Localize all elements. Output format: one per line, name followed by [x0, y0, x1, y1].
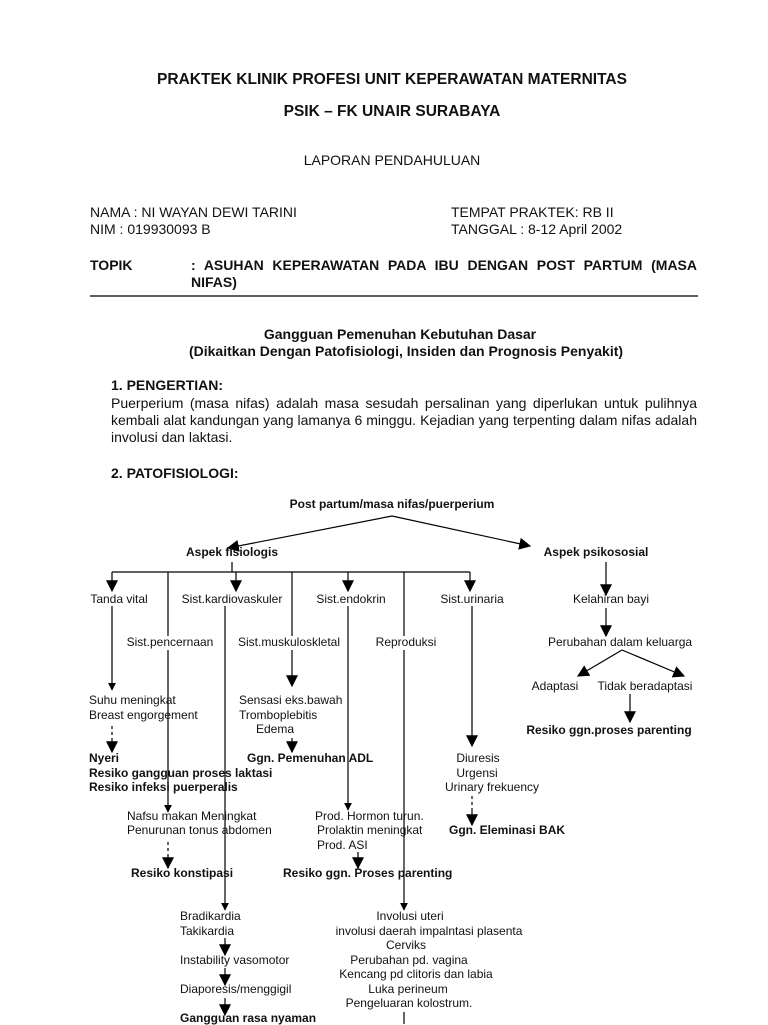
node-sist-pencernaan: Sist.pencernaan: [126, 635, 214, 649]
node-resiko-infeksi: Resiko infeksi puerperalis: [89, 780, 238, 794]
node-resiko-laktasi: Resiko gangguan proses laktasi: [89, 766, 273, 780]
node-diaporesis: Diaporesis/menggigil: [180, 982, 292, 996]
practice-date: TANGGAL : 8-12 April 2002: [451, 221, 623, 237]
title-line-1: PRAKTEK KLINIK PROFESI UNIT KEPERAWATAN MATERNITAS: [157, 71, 627, 88]
node-resiko-parenting-bottom: Resiko ggn. Proses parenting: [283, 866, 453, 880]
node-root: Post partum/masa nifas/puerperium: [289, 497, 495, 511]
practice-place: TEMPAT PRAKTEK: RB II: [451, 204, 614, 220]
node-sist-endokrin: Sist.endokrin: [316, 592, 386, 606]
node-luka-perineum: Luka perineum: [368, 982, 448, 996]
title-line-2: PSIK – FK UNAIR SURABAYA: [283, 103, 501, 120]
node-tromboplebitis: Tromboplebitis: [239, 708, 318, 722]
node-involusi-plasenta: involusi daerah impalntasi plasenta: [335, 924, 523, 938]
subtitle-line-2: (Dikaitkan Dengan Patofisiologi, Insiden dan Prognosis Penyakit): [188, 343, 624, 359]
node-gangguan-nyaman: Gangguan rasa nyaman: [180, 1011, 317, 1025]
node-breast-engorgement: Breast engorgement: [89, 708, 198, 722]
node-adaptasi: Adaptasi: [531, 679, 579, 693]
node-pengeluaran-kolostrum: Pengeluaran kolostrum.: [345, 996, 473, 1010]
node-diuresis: Diuresis: [456, 751, 500, 765]
subtitle-line-1: Gangguan Pemenuhan Kebutuhan Dasar: [263, 326, 537, 342]
report-type: LAPORAN PENDAHULUAN: [303, 152, 481, 168]
node-takikardia: Takikardia: [180, 924, 235, 938]
node-tidak-beradaptasi: Tidak beradaptasi: [597, 679, 693, 693]
section-2-heading: 2. PATOFISIOLOGI:: [111, 465, 239, 481]
node-instability: Instability vasomotor: [180, 953, 290, 967]
student-name: NAMA : NI WAYAN DEWI TARINI: [90, 204, 297, 220]
arrow-root-psikososial: [392, 516, 530, 546]
node-prod-hormon: Prod. Hormon turun.: [315, 809, 424, 823]
node-nafsu-makan: Nafsu makan Meningkat: [127, 809, 257, 823]
node-reproduksi: Reproduksi: [375, 635, 437, 649]
node-ggn-adl: Ggn. Pemenuhan ADL: [247, 751, 374, 765]
arrow-to-tidak-adaptasi: [622, 650, 684, 676]
node-resiko-konstipasi: Resiko konstipasi: [131, 866, 234, 880]
node-sist-kardiovaskuler: Sist.kardiovaskuler: [181, 592, 283, 606]
section-1-text: Puerperium (masa nifas) adalah masa sesudah persalinan yang diperlukan untuk pulihnya kembali alat kandungan yang lamanya 6 minggu. Kejadian yang terpenting dalam nifas adalah involusi dan laktasi.: [111, 395, 697, 445]
node-nyeri: Nyeri: [89, 751, 120, 765]
node-involusi-uteri: Involusi uteri: [376, 909, 444, 923]
node-perubahan-vagina: Perubahan pd. vagina: [350, 953, 468, 967]
student-nim: NIM : 019930093 B: [90, 221, 211, 237]
arrow-root-fisiologis: [228, 516, 392, 548]
node-cerviks: Cerviks: [385, 938, 427, 952]
node-ggn-eleminasi: Ggn. Eleminasi BAK: [449, 823, 566, 837]
node-bradikardia: Bradikardia: [180, 909, 241, 923]
node-perubahan-keluarga: Perubahan dalam keluarga: [547, 635, 693, 649]
topik-text: : ASUHAN KEPERAWATAN PADA IBU DENGAN POST PARTUM (MASA NIFAS): [191, 257, 697, 290]
node-suhu-meningkat: Suhu meningkat: [89, 693, 176, 707]
node-sensasi: Sensasi eks.bawah: [239, 693, 343, 707]
node-aspek-fisiologis: Aspek fisiologis: [185, 545, 279, 559]
node-penurunan-tonus: Penurunan tonus abdomen: [127, 823, 272, 837]
node-kelahiran-bayi: Kelahiran bayi: [572, 592, 650, 606]
arrow-to-adaptasi: [578, 650, 622, 676]
node-urgensi: Urgensi: [456, 766, 498, 780]
node-aspek-psikososial: Aspek psikososial: [543, 545, 649, 559]
node-urinary-frekuency: Urinary frekuency: [444, 780, 540, 794]
node-resiko-parenting-right: Resiko ggn.proses parenting: [526, 723, 692, 737]
node-sist-muskuloskletal: Sist.muskuloskletal: [237, 635, 341, 649]
node-prolaktin: Prolaktin meningkat: [317, 823, 423, 837]
section-1-heading: 1. PENGERTIAN:: [111, 377, 224, 393]
topik-label: TOPIK: [90, 257, 133, 273]
node-tanda-vital: Tanda vital: [90, 592, 148, 606]
node-prod-asi: Prod. ASI: [317, 838, 368, 852]
node-kencang: Kencang pd clitoris dan labia: [339, 967, 493, 981]
node-sist-urinaria: Sist.urinaria: [440, 592, 504, 606]
node-edema: Edema: [256, 722, 295, 736]
